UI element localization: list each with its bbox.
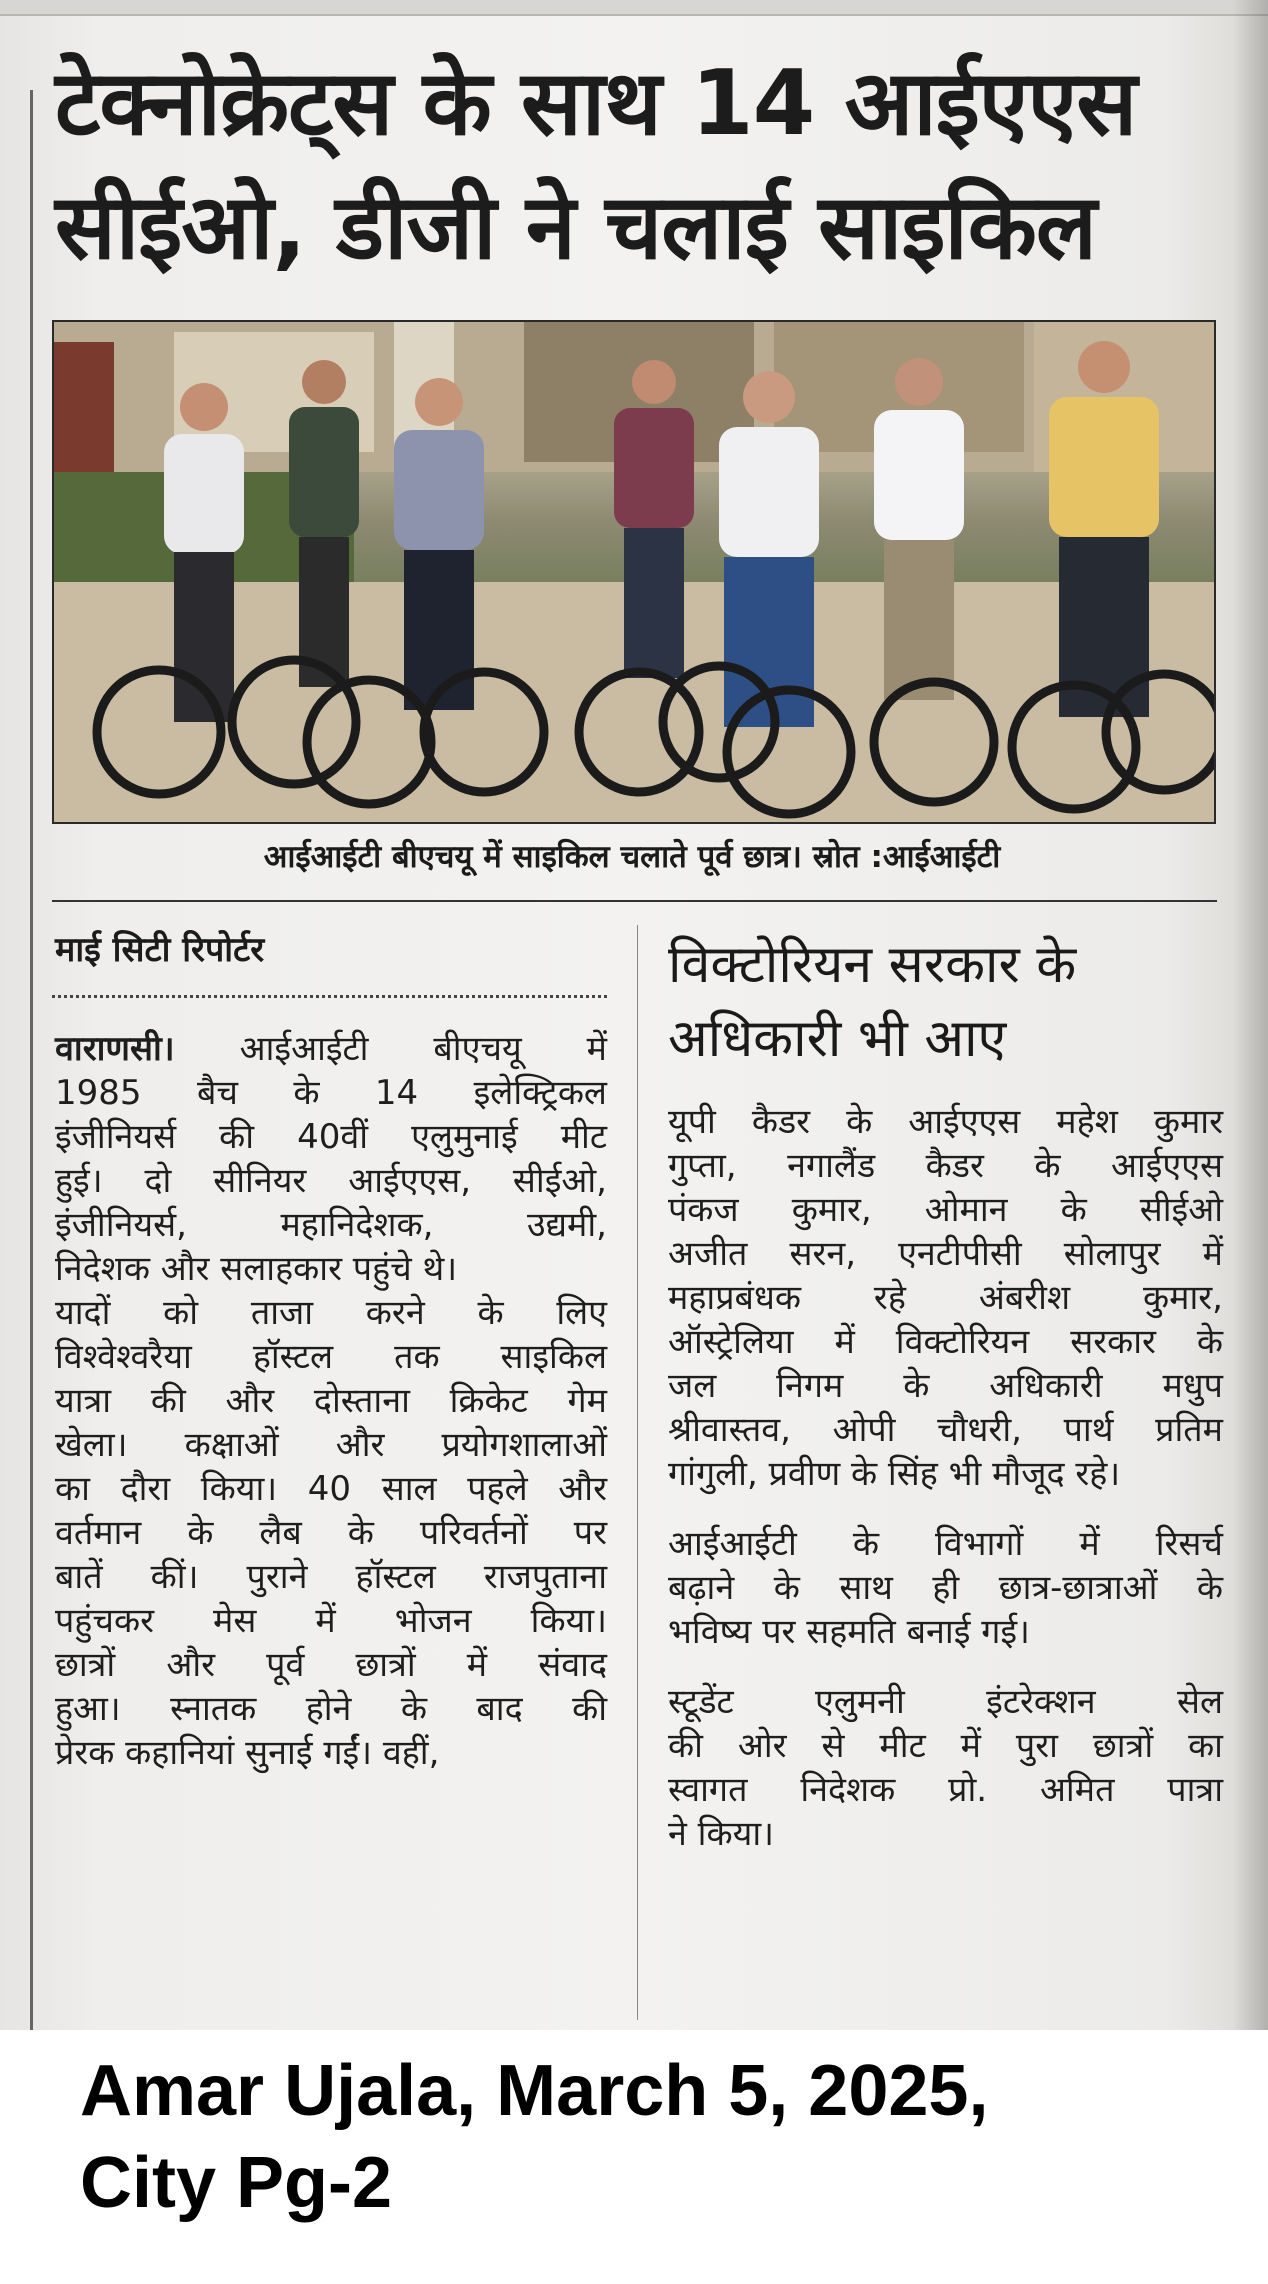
byline-dotted-divider <box>52 995 607 998</box>
article-line-text: प्रेरक कहानियां सुनाई गईं। वहीं, <box>55 1733 440 1773</box>
article-line <box>55 1731 607 1775</box>
article-line <box>55 1467 607 1511</box>
article-line-text: आईआईटी बीएचयू में <box>174 1029 607 1069</box>
article-line: की ओर से मीट में पुरा छात्रों का <box>668 1726 1223 1766</box>
left-column-rule <box>30 90 33 2030</box>
article-line: बढ़ाने के साथ ही छात्र-छात्राओं के <box>668 1568 1223 1608</box>
article-line <box>55 1159 607 1203</box>
article-line <box>55 1115 607 1159</box>
article-line-text: यादों को ताजा करने के लिए <box>55 1293 607 1333</box>
headline-line-1: टेक्नोक्रेट्स के साथ 14 आईएएस <box>55 51 1137 156</box>
subheading-line-2: अधिकारी भी आए <box>668 1009 1007 1069</box>
article-line <box>55 1379 607 1423</box>
article-line: ऑस्ट्रेलिया में विक्टोरियन सरकार के <box>668 1322 1223 1362</box>
article-line <box>55 1247 607 1291</box>
article-left-column <box>55 1027 607 1775</box>
column-divider <box>637 925 638 2020</box>
article-line: श्रीवास्तव, ओपी चौधरी, पार्थ प्रतिम <box>668 1410 1223 1450</box>
article-paragraph <box>668 1100 1223 1496</box>
article-line: महाप्रबंधक रहे अंबरीश कुमार, <box>668 1278 1223 1318</box>
byline: माई सिटी रिपोर्टर <box>55 930 265 970</box>
article-line: आईआईटी के विभागों में रिसर्च <box>668 1524 1223 1564</box>
news-photo <box>52 320 1216 824</box>
article-line-text: खेला। कक्षाओं और प्रयोगशालाओं <box>55 1425 607 1465</box>
article-line-text: वर्तमान के लैब के परिवर्तनों पर <box>55 1513 607 1553</box>
source-citation-line-1: Amar Ujala, March 5, 2025, <box>80 2051 989 2131</box>
article-line: गांगुली, प्रवीण के सिंह भी मौजूद रहे। <box>668 1454 1121 1494</box>
article-line <box>55 1687 607 1731</box>
source-citation-line-2: City Pg-2 <box>80 2143 393 2223</box>
article-paragraph <box>668 1522 1223 1654</box>
subheading-line-1: विक्टोरियन सरकार के <box>668 935 1077 995</box>
article-line-text: विश्वेश्वरैया हॉस्टल तक साइकिल <box>55 1337 607 1377</box>
article-line: पंकज कुमार, ओमान के सीईओ <box>668 1190 1223 1230</box>
article-line <box>55 1291 607 1335</box>
clipping-top-edge <box>0 0 1268 16</box>
article-line: गुप्ता, नगालैंड कैडर के आईएएस <box>668 1146 1223 1186</box>
article-line-text: 1985 बैच के 14 इलेक्ट्रिकल <box>55 1073 607 1113</box>
subheading <box>668 928 1228 1076</box>
article-line <box>55 1643 607 1687</box>
article-line-text: बातें कीं। पुराने हॉस्टल राजपुताना <box>55 1557 607 1597</box>
article-line: जल निगम के अधिकारी मधुप <box>668 1366 1223 1406</box>
article-line: यूपी कैडर के आईएएस महेश कुमार <box>668 1102 1223 1142</box>
article-paragraph <box>668 1680 1223 1856</box>
headline-line-2: सीईओ, डीजी ने चलाई साइकिल <box>55 175 1096 280</box>
article-line <box>55 1555 607 1599</box>
photo-caption: आईआईटी बीएचयू में साइकिल चलाते पूर्व छात्र। स्रोत :आईआईटी <box>263 839 1001 875</box>
article-line <box>55 1599 607 1643</box>
page-edge-shadow <box>1232 0 1268 2030</box>
article-line-text: का दौरा किया। 40 साल पहले और <box>55 1469 607 1509</box>
caption-divider <box>52 900 1217 902</box>
article-line <box>55 1423 607 1467</box>
article-line: भविष्य पर सहमति बनाई गई। <box>668 1612 1030 1652</box>
cyclists-photo-illustration <box>54 322 1214 822</box>
article-line <box>55 1071 607 1115</box>
dateline: वाराणसी। <box>55 1029 175 1069</box>
article-line: स्वागत निदेशक प्रो. अमित पात्रा <box>668 1770 1223 1810</box>
article-line-text: छात्रों और पूर्व छात्रों में संवाद <box>55 1645 607 1685</box>
article-line <box>55 1203 607 1247</box>
article-line-text: इंजीनियर्स की 40वीं एलुमुनाई मीट <box>55 1117 607 1157</box>
article-line-text: यात्रा की और दोस्ताना क्रिकेट गेम <box>55 1381 607 1421</box>
article-line: ने किया। <box>668 1814 775 1854</box>
article-right-column <box>668 1100 1223 1856</box>
article-line-text: निदेशक और सलाहकार पहुंचे थे। <box>55 1249 458 1289</box>
article-line-text: हुआ। स्नातक होने के बाद की <box>55 1689 607 1729</box>
article-line-text: हुई। दो सीनियर आईएएस, सीईओ, <box>55 1161 607 1201</box>
source-citation <box>80 2045 988 2229</box>
article-line: स्टूडेंट एलुमनी इंटरेक्शन सेल <box>668 1682 1223 1722</box>
article-line: अजीत सरन, एनटीपीसी सोलापुर में <box>668 1234 1223 1274</box>
article-line-text: पहुंचकर मेस में भोजन किया। <box>55 1601 607 1641</box>
article-line <box>55 1027 607 1071</box>
article-line <box>55 1335 607 1379</box>
article-line <box>55 1511 607 1555</box>
headline <box>55 42 1225 290</box>
article-line-text: इंजीनियर्स, महानिदेशक, उद्यमी, <box>55 1205 607 1245</box>
